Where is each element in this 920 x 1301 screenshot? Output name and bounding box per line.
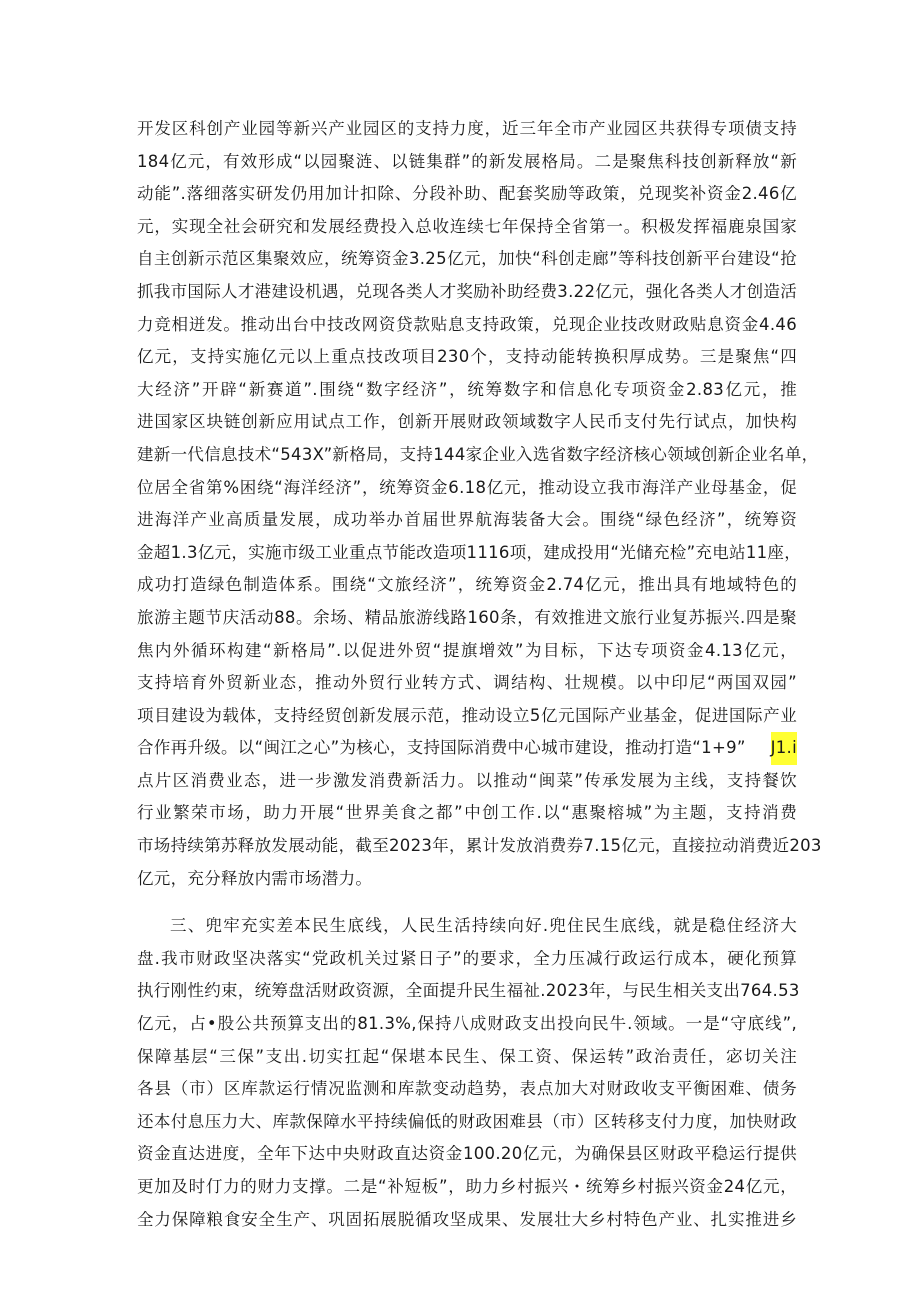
- text-segment: 合作再升级。以“闽江之心”为核心，支持国际消费中心城市建设，推动打造“1+9”: [137, 738, 746, 758]
- text-line: 大经济”开辟“新赛道”.围绕“数字经济”，统筹数字和信息化专项资金2.83亿元，推: [137, 379, 797, 399]
- paragraph-2: [137, 910, 800, 1236]
- text-line: 支持培育外贸新业态，推动外贸行业转方式、调结构、壮规模。以中印尼“两国双园”: [137, 673, 797, 693]
- document-page: [137, 113, 822, 1236]
- text-line: 各县（市）区库款运行情况监测和库款变动趋势，表点加大对财政收支平衡困难、债务: [137, 1079, 797, 1099]
- text-line: 旅游主题节庆活动88。余场、精品旅游线路160条，有效推进文旅行业复苏振兴.四是聚: [137, 607, 797, 627]
- text-line: 项目建设为载体，支持经贸创新发展示范，推动设立5亿元国际产业基金，促进国际产业: [137, 705, 797, 725]
- text-line: 进国家区块链创新应用试点工作，创新开展财政领域数字人民币支付先行试点，加快构: [137, 412, 797, 432]
- text-line: 动能”.落细落实研发仍用加计扣除、分段补助、配套奖励等政策，兑现奖补资金2.46亿: [137, 184, 797, 204]
- text-line: 自主创新示范区集聚效应，统筹资金3.25亿元，加快“科创走廊”等科技创新平台建设“抢: [137, 249, 797, 269]
- text-line-last: 亿元，充分释放内需市场潜力。: [137, 868, 373, 888]
- text-line: 元，实现全社会研究和发展经费投入总收连续七年保持全省第一。积极发挥福鹿泉国家: [137, 216, 797, 236]
- text-line: 行业繁荣市场，助力开展“世界美食之都”中创工作.以“惠聚榕城”为主题，支持消费: [137, 803, 797, 823]
- text-line: 亿元，支持实施亿元以上重点技改项目230个，支持动能转换积厚成势。三是聚焦“四: [137, 347, 797, 367]
- text-line-indented: 三、兜牢充实差本民生底线，人民生活持续向好.兜住民生底线，就是稳住经济大: [170, 916, 797, 936]
- text-line: 还本付息压力大、库款保障水平持续偏低的财政困难县（市）区转移支付力度，加快财政: [137, 1111, 797, 1131]
- text-line: 资金直达进度，全年下达中央财政直达资金100.20亿元，为确保县区财政平稳运行提供: [137, 1144, 797, 1164]
- text-line: 亿元，占•股公共预算支出的81.3%,保持八成财政支出投向民牛.领域。一是“守底线”,: [137, 1014, 797, 1034]
- text-line: 位居全省第%困绕“海洋经济”，统筹资金6.18亿元，推动设立我市海洋产业母基金，促: [137, 477, 797, 497]
- paragraph-1: [137, 113, 822, 895]
- text-line: 保障基层“三保”支出.切实扛起“保堪本民生、保工资、保运转”政治责任，宓切关注: [137, 1046, 797, 1066]
- text-line: 盘.我市财政坚决落实“党政机关过紧日子”的要求，全力压减行政运行成本，硬化预算: [137, 948, 797, 968]
- text-line: 开发区科创产业园等新兴产业园区的支持力度，近三年全市产业园区共获得专项债支持: [137, 119, 797, 138]
- text-line: 184亿元，有效形成“以园聚涟、以链集群”的新发展格局。二是聚焦科技创新释放“新: [137, 151, 797, 171]
- highlighted-text: J1.i: [771, 732, 797, 765]
- text-line: 点片区消费业态，进一步激发消费新活力。以推动“闽菜”传承发展为主线，支持餐饮: [137, 770, 797, 790]
- text-line: 建新一代信息技术“543X”新格局，支持144家企业入选省数字经济核心领域创新企业名单，: [137, 444, 819, 464]
- text-line: 更加及时仃力的财力支撑。二是“补短板”，助力乡村振兴・统筹乡村振兴资金24亿元，: [137, 1177, 797, 1196]
- text-line: 执行刚性约束，统筹盘活财政资源，全面提升民生福祉.2023年，与民生相关支出764.53: [137, 981, 800, 1001]
- text-line: 抓我市国际人才港建设机遇，兑现各类人才奖励补助经费3.22亿元，强化各类人才创造活: [137, 281, 797, 301]
- text-line: 力竞相迸发。推动出台中技改网资贷款贴息支持政策，兑现企业技改财政贴息资金4.46: [137, 314, 797, 334]
- text-line: 市场持续第苏释放发展动能，截至2023年，累计发放消费券7.15亿元，直接拉动消费近203: [137, 836, 822, 856]
- text-line: 全力保障粮食安全生产、巩固拓展脱循攻坚成果、发展壮大乡村特色产业、扎实推进乡: [137, 1209, 797, 1229]
- text-line: 焦内外循环构建“新格局”.以促进外贸“提旗增效”为目标，下达专项资金4.13亿元，: [137, 640, 797, 660]
- paragraph-gap: [137, 895, 797, 910]
- text-line: 进海洋产业高质量发展，成功举办首届世界航海装备大会。围绕“绿色经济”，统筹资: [137, 510, 797, 530]
- text-line: 成功打造绿色制造体系。围绕“文旅经济”，统筹资金2.74亿元，推出具有地域特色的: [137, 575, 797, 595]
- text-line: 金超1.3亿元，实施市级工业重点节能改造项1116项，建成投用“光储充检”充电站11座，: [137, 542, 802, 562]
- text-line-with-highlight: [137, 732, 797, 765]
